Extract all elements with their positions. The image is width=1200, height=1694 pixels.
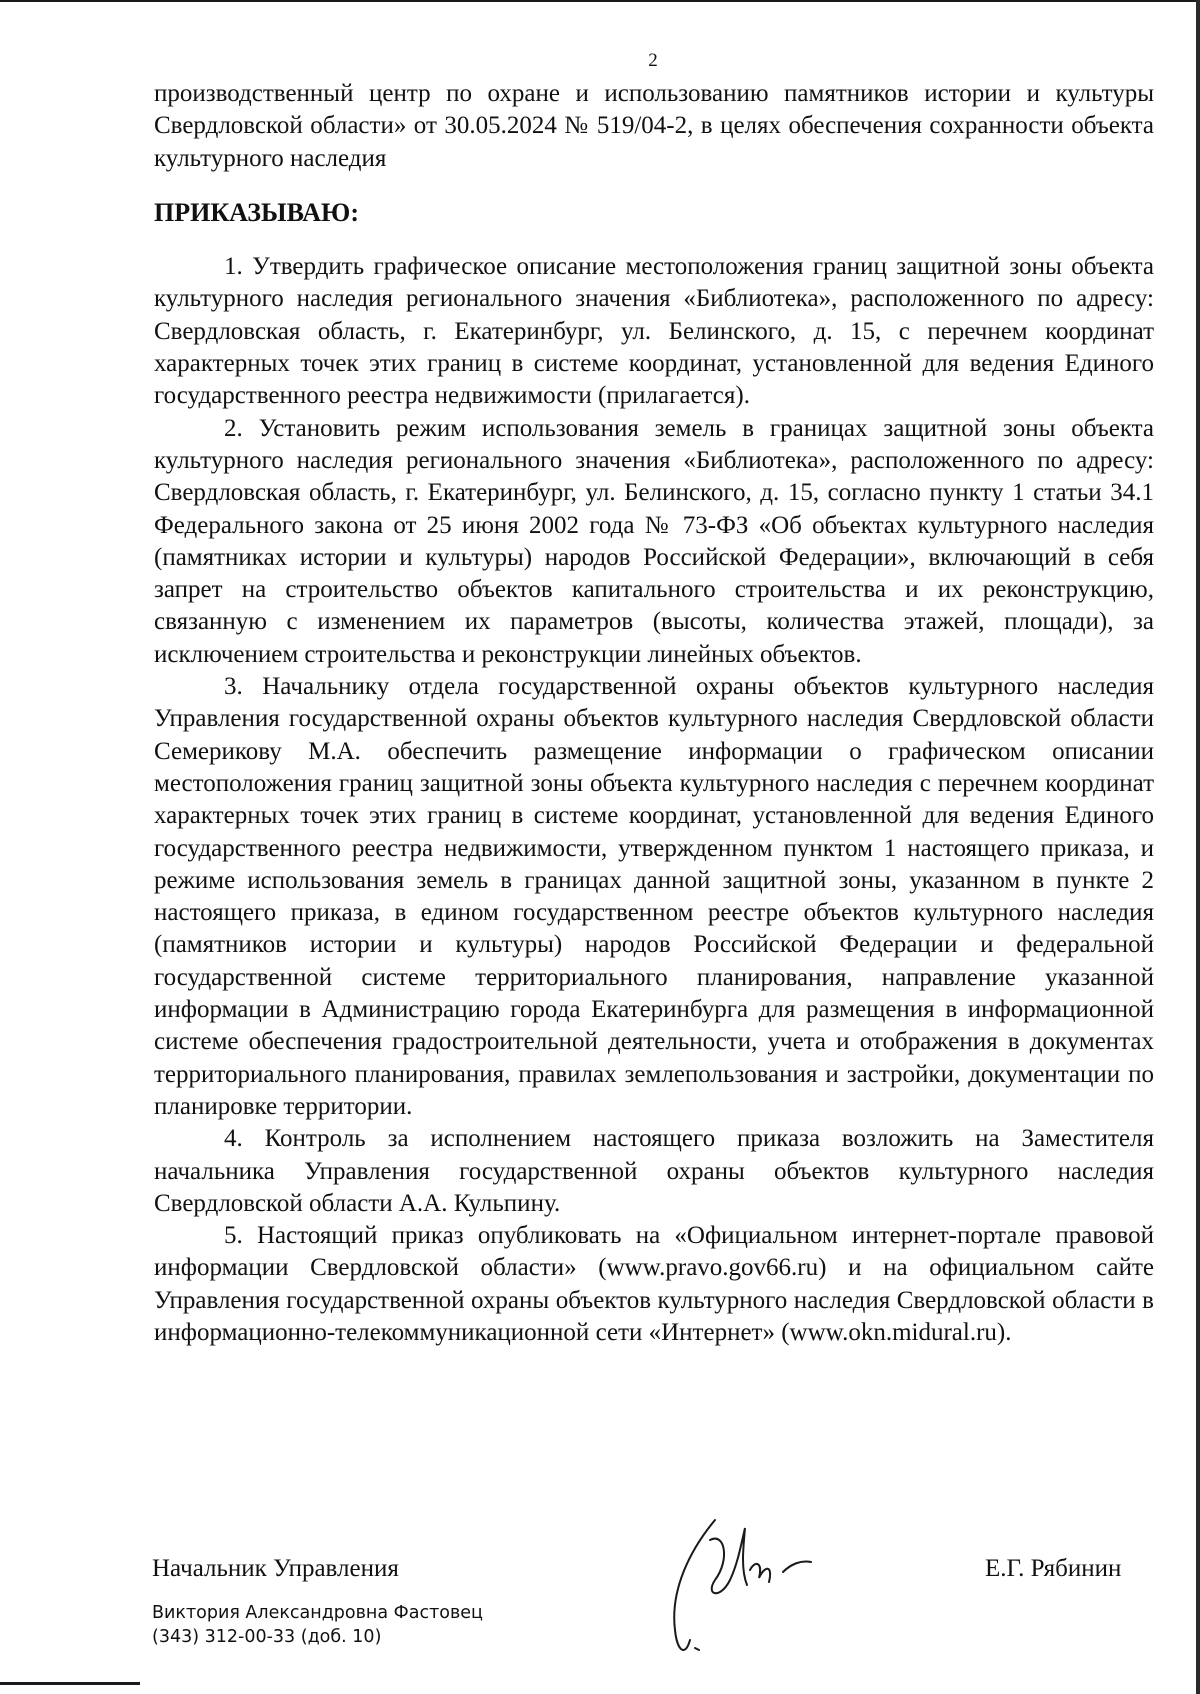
intro-paragraph: производственный центр по охране и использованию памятников истории и культуры Свердловской области» от 30.05.2024 № 519/04-2, в целях обеспечения сохранности объекта культурного наследия bbox=[154, 80, 1154, 172]
scan-top-edge bbox=[0, 0, 1200, 2]
order-heading: ПРИКАЗЫВАЮ: bbox=[154, 197, 359, 227]
order-item-4: 4. Контроль за исполнением настоящего приказа возложить на Заместителя начальника Управления государственной охраны объектов культурного наследия Свердловской области А.А. Кульпину. bbox=[154, 1125, 1154, 1217]
page-number: 2 bbox=[648, 50, 658, 71]
order-item-2: 2. Установить режим использования земель в границах защитной зоны объекта культурного наследия регионального значения «Библиотека», расположенного по адресу: Свердловская область, г. Екатеринбург, ул. Белинского, д. 15, согласно пункту 1 статьи 34.1 Федерального закона от 25 июня 2002 года № 73-ФЗ «Об объектах культурного наследия (памятниках истории и культуры) народов Российской Федерации», включающий в себя запрет на строительство объектов капитального строительства и их реконструкцию, связанную с изменением их параметров (высоты, количества этажей, площади), за исключением строительства и реконструкции линейных объектов. bbox=[154, 414, 1154, 668]
scan-bottom-edge bbox=[0, 1682, 140, 1685]
scan-right-edge bbox=[1196, 0, 1200, 1694]
order-item-3: 3. Начальнику отдела государственной охраны объектов культурного наследия Управления государственной охраны объектов культурного наследия Свердловской области Семерикову М.А. обеспечить размещение информации о графическом описании местоположения границ защитной зоны объекта культурного наследия с перечнем координат характерных точек этих границ в системе координат, установленной для ведения Единого государственного реестра недвижимости, утвержденном пунктом 1 настоящего приказа, и режиме использования земель в границах данной защитной зоны, указанном в пункте 2 настоящего приказа, в едином государственном реестре объектов культурного наследия (памятников истории и культуры) народов Российской Федерации и федеральной государственной системе территориального планирования, направление указанной информации в Администрацию города Екатеринбурга для размещения в информационной системе обеспечения градостроительной деятельности, учета и отображения в документах территориального планирования, правилах землепользования и застройки, документации по планировке территории. bbox=[154, 673, 1154, 1120]
signatory-name: Е.Г. Рябинин bbox=[985, 1555, 1122, 1582]
order-item-1: 1. Утвердить графическое описание местоположения границ защитной зоны объекта культурного наследия регионального значения «Библиотека», расположенного по адресу: Свердловская область, г. Екатеринбург, ул. Белинского, д. 15, с перечнем координат характерных точек этих границ в системе координат, установленной для ведения Единого государственного реестра недвижимости (прилагается). bbox=[154, 253, 1154, 410]
executor-info bbox=[152, 1601, 483, 1649]
executor-name: Виктория Александровна Фастовец bbox=[152, 1603, 483, 1623]
order-item-5: 5. Настоящий приказ опубликовать на «Официальном интернет-портале правовой информации Свердловской области» (www.pravo.gov66.ru) и на официальном сайте Управления государственной охраны объектов культурного наследия Свердловской области в информационно-телекоммуникационной сети «Интернет» (www.okn.midural.ru). bbox=[154, 1222, 1154, 1346]
executor-phone: (343) 312-00-33 (доб. 10) bbox=[152, 1627, 382, 1647]
signatory-position: Начальник Управления bbox=[152, 1555, 399, 1582]
document-body bbox=[154, 78, 1154, 1349]
handwritten-signature bbox=[655, 1510, 855, 1660]
